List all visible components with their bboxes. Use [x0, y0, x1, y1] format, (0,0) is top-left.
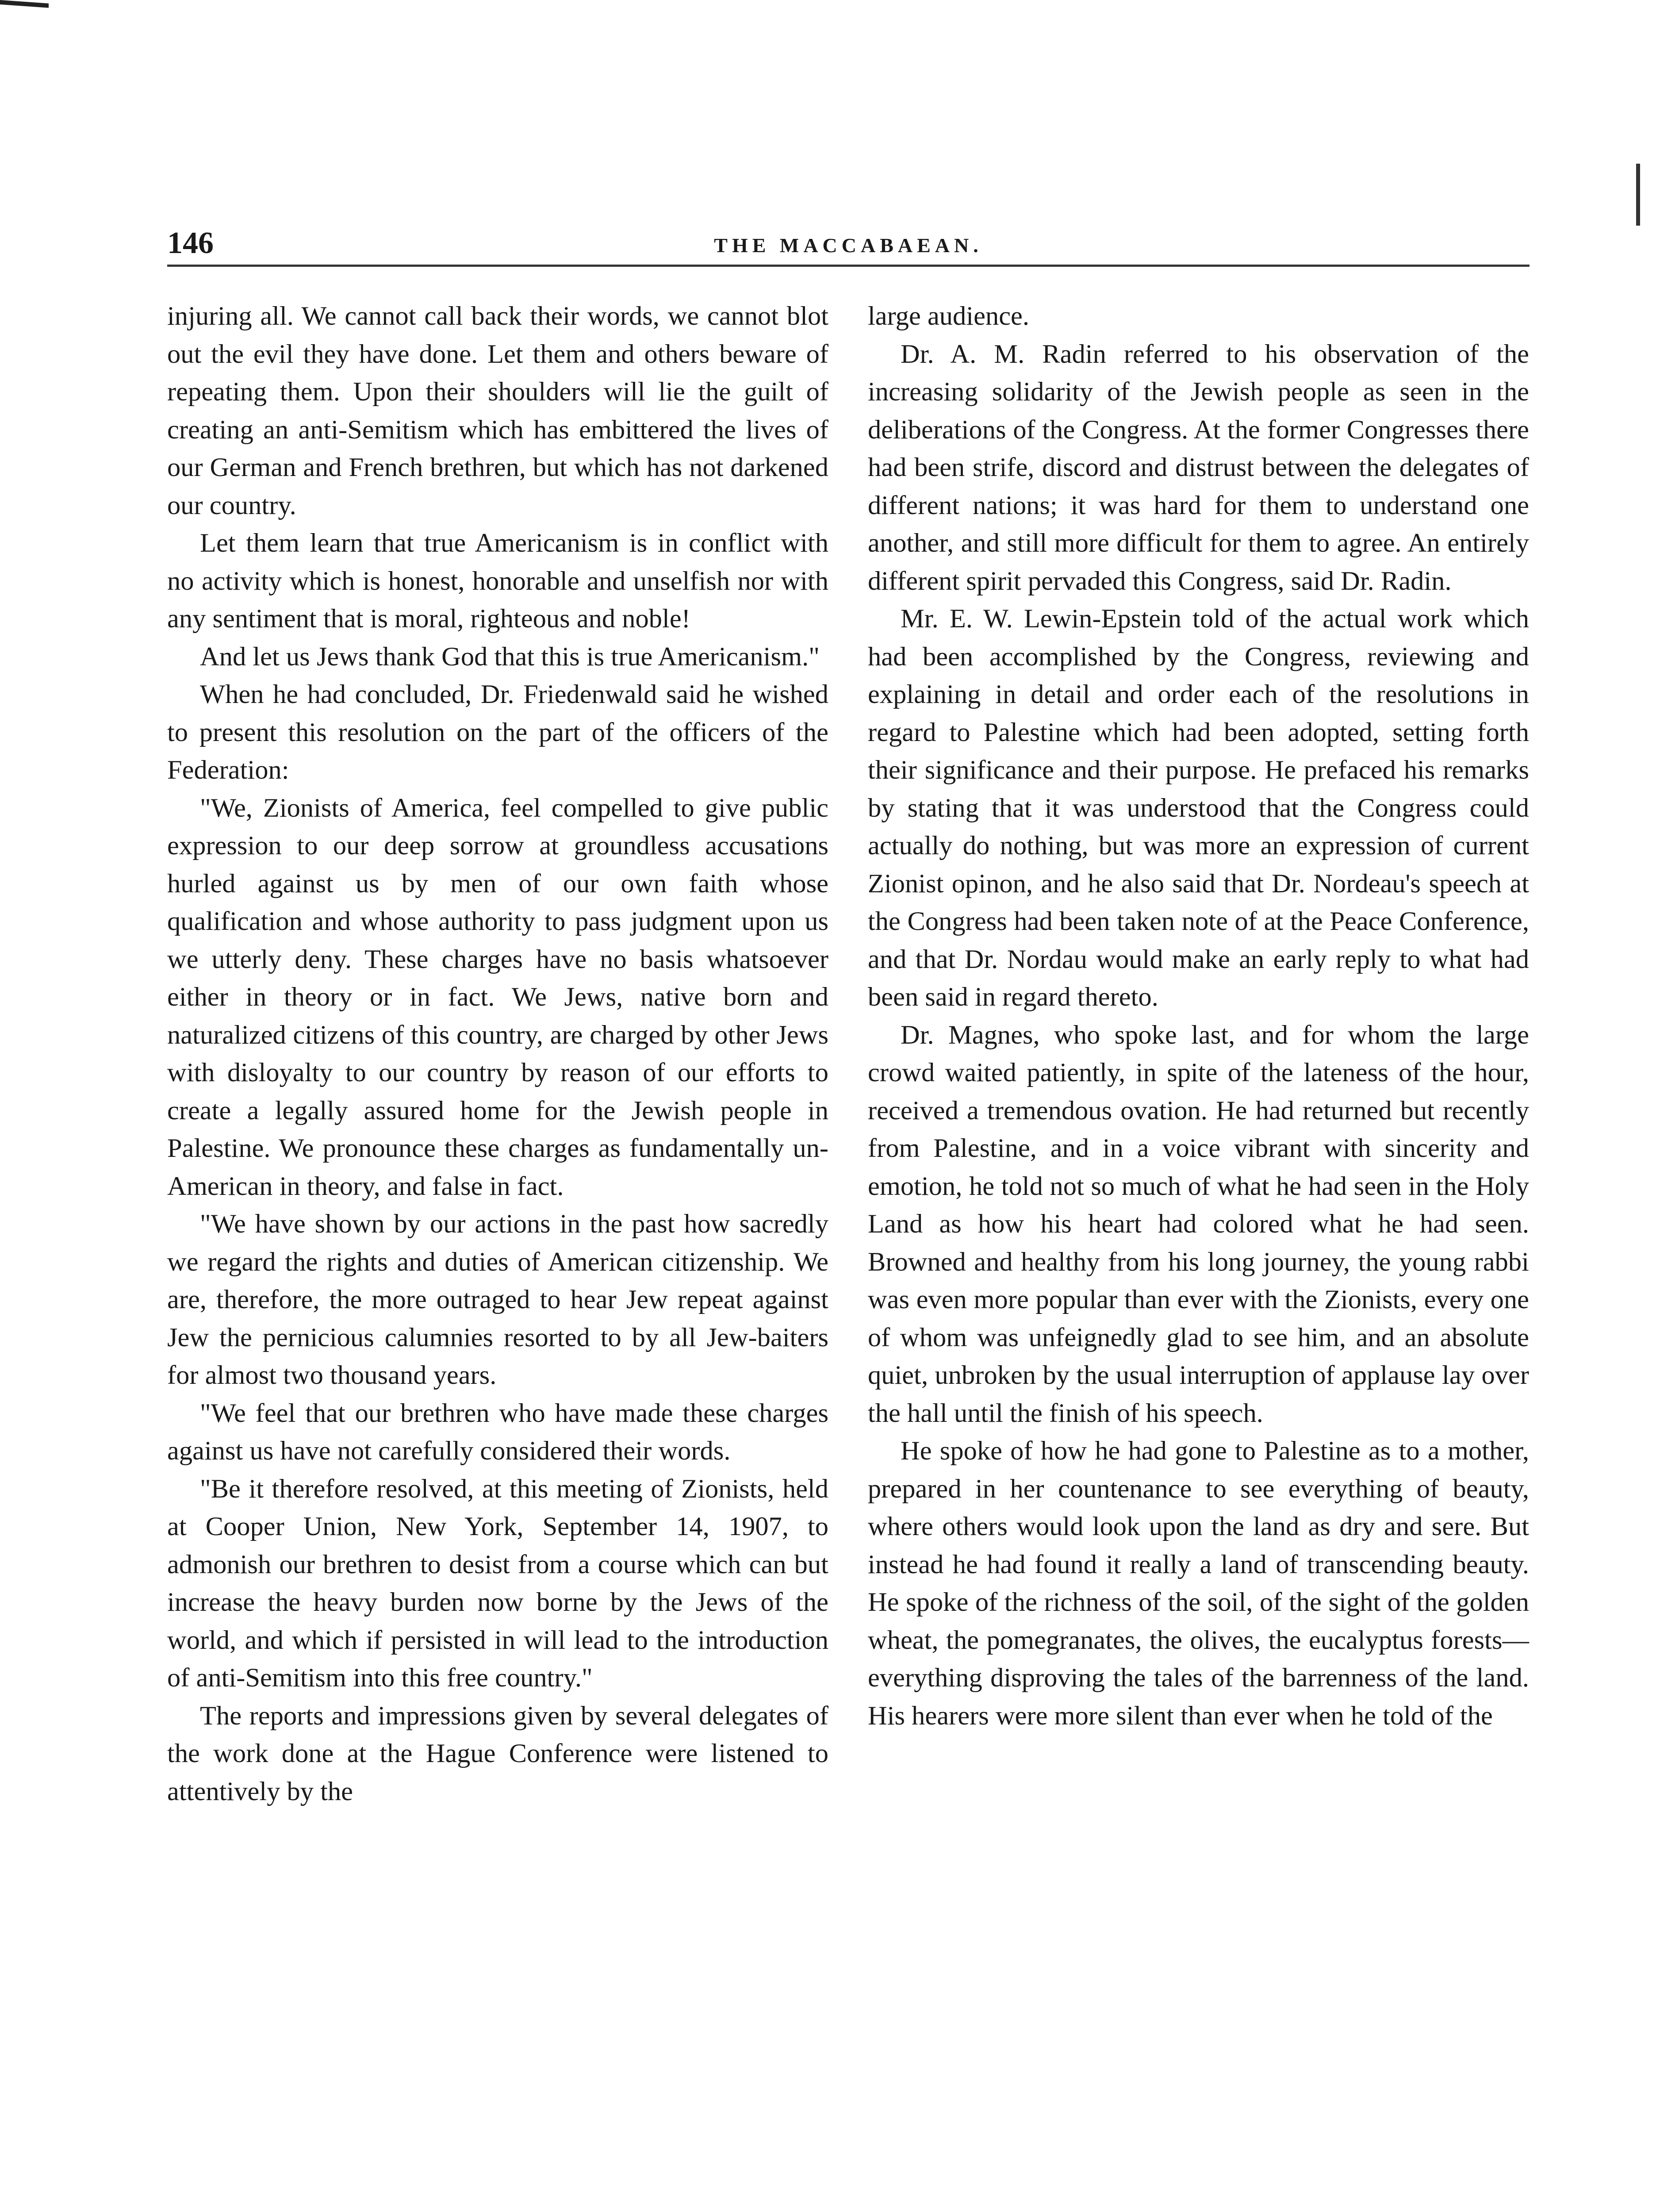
- paragraph: Mr. E. W. Lewin-Epstein told of the actual work which had been accomplished by the Congress, reviewing and explaining in detail and order each of the resolutions in regard to Palestine which had been adopted, setting forth their significance and their purpose. He prefaced his remarks by stating that it was understood that the Congress could actually do nothing, but was more an expression of current Zionist opinon, and he also said that Dr. Nordeau's speech at the Congress had been taken note of at the Peace Conference, and that Dr. Nordau would make an early reply to what had been said in regard thereto.: [868, 604, 1529, 1012]
- paragraph: "Be it therefore resolved, at this meeting of Zionists, held at Cooper Union, New York, September 14, 1907, to admonish our brethren to desist from a course which can but increase the heavy burden now borne by the Jews of the world, and which if persisted in will lead to the introduction of anti-Semitism into this free country.": [167, 1474, 828, 1693]
- paragraph: He spoke of how he had gone to Palestine as to a mother, prepared in her countenance to see everything of beauty, where others would look upon the land as dry and sere. But instead he had found it really a land of transcending beauty. He spoke of the richness of the soil, of the sight of the golden wheat, the pomegranates, the olives, the eucalyptus forests—everything disproving the tales of the barrenness of the land. His hearers were more silent than ever when he told of the: [868, 1436, 1529, 1731]
- right-column: [868, 297, 1529, 1735]
- left-column: [167, 297, 828, 1810]
- paragraph: Dr. Magnes, who spoke last, and for whom the large crowd waited patiently, in spite of the lateness of the hour, received a tremendous ovation. He had returned but recently from Palestine, and in a voice vibrant with sincerity and emotion, he told not so much of what he had seen in the Holy Land as how his heart had colored what he had seen. Browned and healthy from his long journey, the young rabbi was even more popular than ever with the Zionists, every one of whom was unfeignedly glad to see him, and an absolute quiet, unbroken by the usual interruption of applause lay over the hall until the finish of his speech.: [868, 1020, 1529, 1428]
- paragraph: "We feel that our brethren who have made these charges against us have not carefully considered their words.: [167, 1398, 828, 1466]
- paragraph: When he had concluded, Dr. Friedenwald said he wished to present this resolution on the part of the officers of the Federation:: [167, 680, 828, 785]
- page-header: [167, 223, 1530, 263]
- paragraph: And let us Jews thank God that this is true Americanism.": [200, 641, 820, 672]
- paragraph: "We, Zionists of America, feel compelled to give public expression to our deep sorrow at groundless accusations hurled against us by men of our own faith whose qualification and whose authority to pass judgment upon us we utterly deny. These charges have no basis whatsoever either in theory or in fact. We Jews, native born and naturalized citizens of this country, are charged by other Jews with disloyalty to our country by reason of our efforts to create a legally assured home for the Jewish people in Palestine. We pronounce these charges as fundamentally un-American in theory, and false in fact.: [167, 793, 828, 1201]
- scan-edge-mark: [1636, 164, 1640, 226]
- header-rule: [167, 265, 1530, 267]
- paragraph: The reports and impressions given by several delegates of the work done at the Hague Conference were listened to attentively by the: [167, 1701, 828, 1806]
- running-title: THE MACCABAEAN.: [714, 234, 983, 257]
- paragraph: Let them learn that true Americanism is in conflict with no activity which is honest, honorable and unselfish nor with any sentiment that is moral, righteous and noble!: [167, 528, 828, 634]
- paragraph: Dr. A. M. Radin referred to his observation of the increasing solidarity of the Jewish people as seen in the deliberations of the Congress. At the former Congresses there had been strife, discord and distrust between the delegates of different nations; it was hard for them to understand one another, and still more difficult for them to agree. An entirely different spirit pervaded this Congress, said Dr. Radin.: [868, 339, 1529, 596]
- page-number: 146: [167, 226, 214, 260]
- scan-corner-mark: [0, 0, 49, 8]
- paragraph: injuring all. We cannot call back their words, we cannot blot out the evil they have done. Let them and others beware of repeating them. Upon their shoulders will lie the guilt of creating an anti-Semitism which has embittered the lives of our German and French brethren, but which has not darkened our country.: [167, 301, 828, 520]
- paragraph: large audience.: [868, 301, 1030, 331]
- paragraph: "We have shown by our actions in the past how sacredly we regard the rights and duties of American citizenship. We are, therefore, the more outraged to hear Jew repeat against Jew the pernicious calumnies resorted to by all Jew-baiters for almost two thousand years.: [167, 1209, 828, 1390]
